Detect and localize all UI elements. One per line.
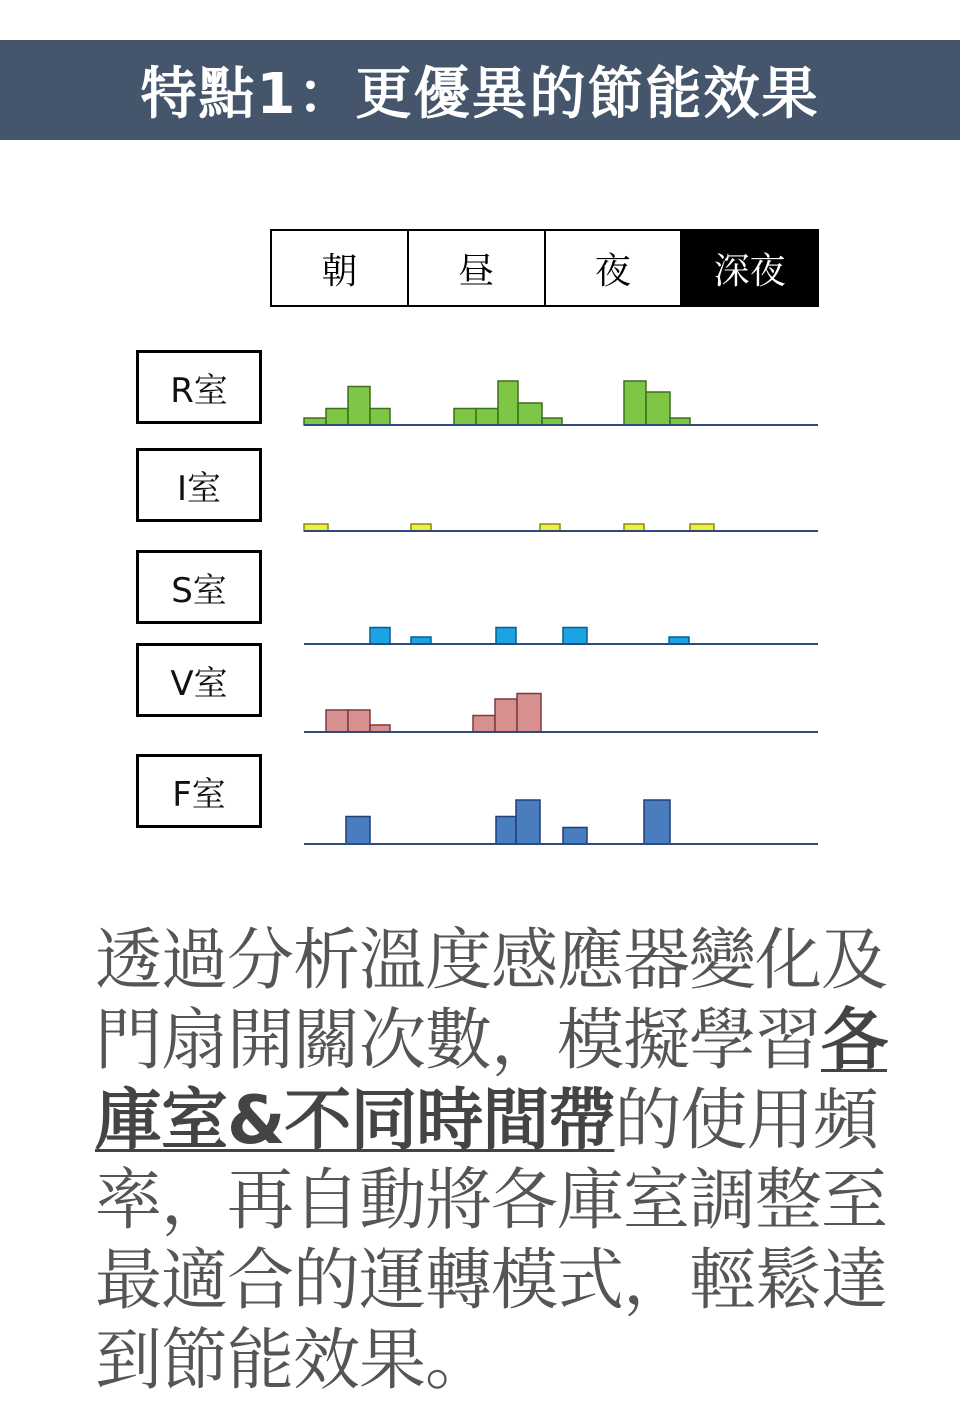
usage-bar (670, 418, 690, 425)
usage-bar (411, 524, 431, 531)
usage-bar (411, 637, 431, 644)
usage-bar (624, 381, 646, 425)
usage-bar (690, 524, 714, 531)
usage-bar (370, 725, 390, 732)
period-late-night: 深夜 (682, 231, 817, 305)
usage-bar (454, 409, 476, 426)
usage-bar (517, 694, 541, 733)
description-line-6: 到節能效果。 (95, 1321, 491, 1399)
room-label-i: I室 (136, 448, 262, 522)
usage-bar (669, 637, 689, 644)
description-text (95, 920, 905, 1400)
usage-bar (304, 524, 328, 531)
period-night: 夜 (546, 231, 683, 305)
usage-bar (348, 710, 370, 732)
usage-bar (563, 828, 587, 845)
usage-bar (540, 524, 560, 531)
usage-bar (346, 817, 370, 845)
usage-bar (563, 628, 587, 645)
description-line-4: 率，再自動將各庫室調整至 (95, 1161, 887, 1239)
usage-bar (495, 699, 517, 732)
room-series-2 (304, 628, 818, 645)
usage-bar (304, 418, 326, 425)
description-emphasis-1: 各 (821, 1001, 887, 1079)
usage-bar (496, 817, 516, 845)
usage-bar (370, 628, 390, 645)
room-label-s: S室 (136, 550, 262, 624)
room-series-4 (304, 800, 818, 844)
usage-bar (326, 409, 348, 426)
usage-bar (370, 409, 390, 426)
usage-bar (473, 716, 495, 733)
room-label-r: R室 (136, 350, 262, 424)
usage-bar (624, 524, 644, 531)
usage-bar (646, 392, 670, 425)
description-line-3b: 的使用頻 (614, 1081, 879, 1159)
room-label-f: F室 (136, 754, 262, 828)
period-daytime: 昼 (409, 231, 546, 305)
period-morning: 朝 (272, 231, 409, 305)
description-line-1: 透過分析溫度感應器變化及 (95, 921, 887, 999)
usage-bar (516, 800, 540, 844)
room-label-v: V室 (136, 643, 262, 717)
usage-bar (542, 418, 562, 425)
usage-bar (518, 403, 542, 425)
description-emphasis-2: 庫室&不同時間帶 (95, 1081, 615, 1159)
usage-bar (498, 381, 518, 425)
usage-bar (644, 800, 670, 844)
description-line-2a: 門扇開關次數，模擬學習 (95, 1001, 821, 1079)
usage-bar (348, 387, 370, 426)
usage-bar (476, 409, 498, 426)
room-series-1 (304, 524, 818, 531)
usage-bar (326, 710, 348, 732)
room-series-0 (304, 381, 818, 425)
page-title: 特點1：更優異的節能效果 (140, 62, 820, 127)
description-line-5: 最適合的運轉模式，輕鬆達 (95, 1241, 887, 1319)
usage-bar (496, 628, 516, 645)
room-series-3 (304, 694, 818, 733)
